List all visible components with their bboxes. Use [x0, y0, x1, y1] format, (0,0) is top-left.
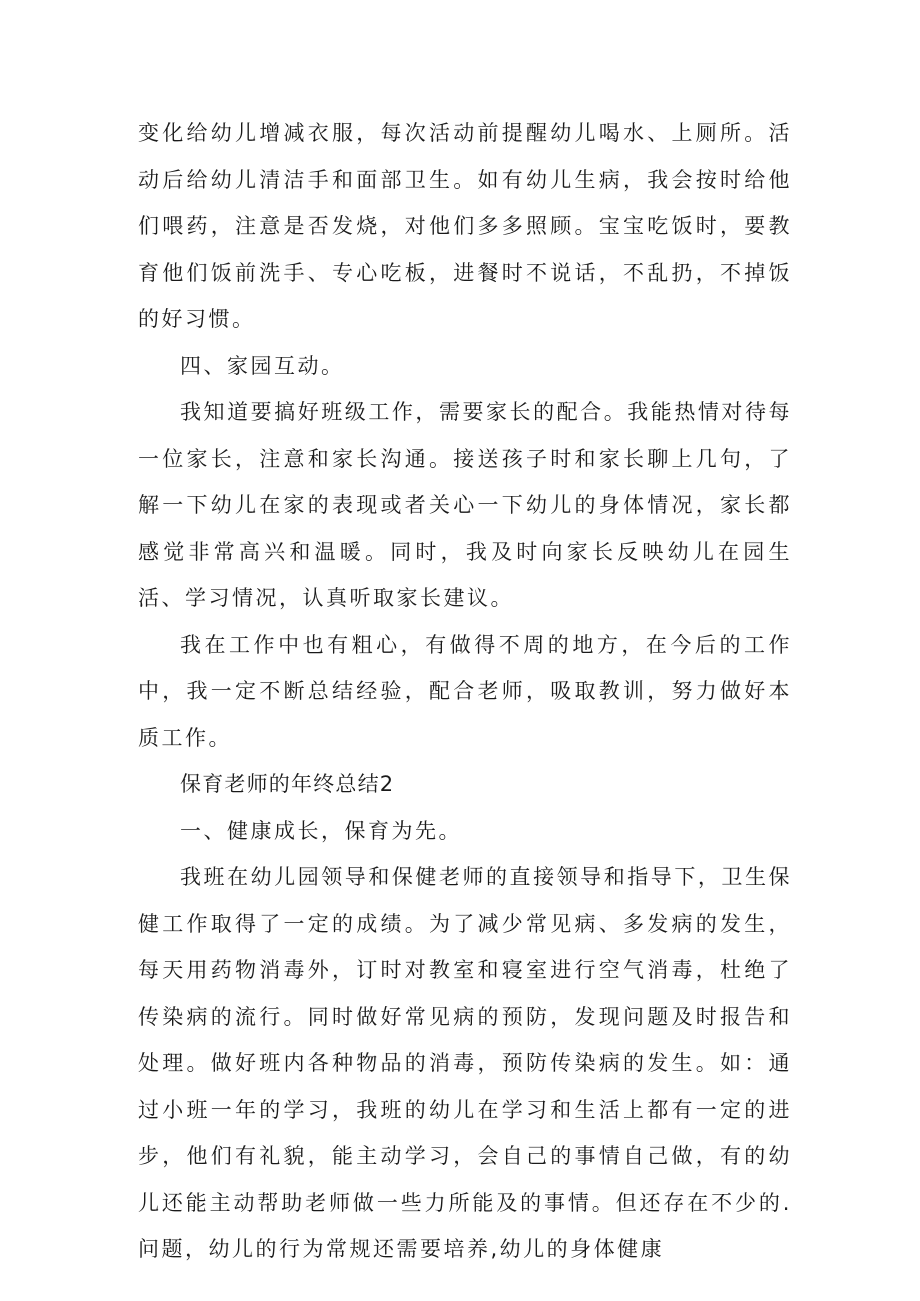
paragraph-parent-communication: 我知道要搞好班级工作，需要家长的配合。我能热情对待每一位家长，注意和家长沟通。接送孩子时和家长聊上几句，了解一下幼儿在家的表现或者关心一下幼儿的身体情况，家长都感觉非常高兴和温暖。同时，我及时向家长反映幼儿在园生活、学习情况，认真听取家长建议。	[138, 400, 792, 610]
article-title-summary-2: 保育老师的年终总结2	[180, 772, 395, 796]
paragraph-continued: 变化给幼儿增减衣服，每次活动前提醒幼儿喝水、上厕所。活动后给幼儿清洁手和面部卫生。如有幼儿生病，我会按时给他们喂药，注意是否发烧，对他们多多照顾。宝宝吃饭时，要教育他们饭前洗手、专心吃板，进餐时不说话，不乱扔，不掉饭的好习惯。	[138, 121, 792, 331]
section-heading-healthy-growth: 一、健康成长，保育为先。	[180, 818, 462, 843]
paragraph-health-care-work: 我班在幼儿园领导和保健老师的直接领导和指导下，卫生保健工作取得了一定的成绩。为了减少常见病、多发病的发生，每天用药物消毒外，订时对教室和寝室进行空气消毒，杜绝了传染病的流行。同时做好常见病的预防，发现问题及时报告和处理。做好班内各种物品的消毒，预防传染病的发生。如：通过小班一年的学习，我班的幼儿在学习和生活上都有一定的进步，他们有礼貌，能主动学习，会自己的事情自己做，有的幼儿还能主动帮助老师做一些力所能及的事情。但还存在不少的.问题，幼儿的行为常规还需要培养,幼儿的身体健康	[138, 865, 792, 1261]
section-heading-home-school-interaction: 四、家园互动。	[180, 353, 345, 378]
paragraph-self-reflection: 我在工作中也有粗心，有做得不周的地方，在今后的工作中，我一定不断总结经验，配合老师，吸取教训，努力做好本质工作。	[138, 632, 792, 750]
